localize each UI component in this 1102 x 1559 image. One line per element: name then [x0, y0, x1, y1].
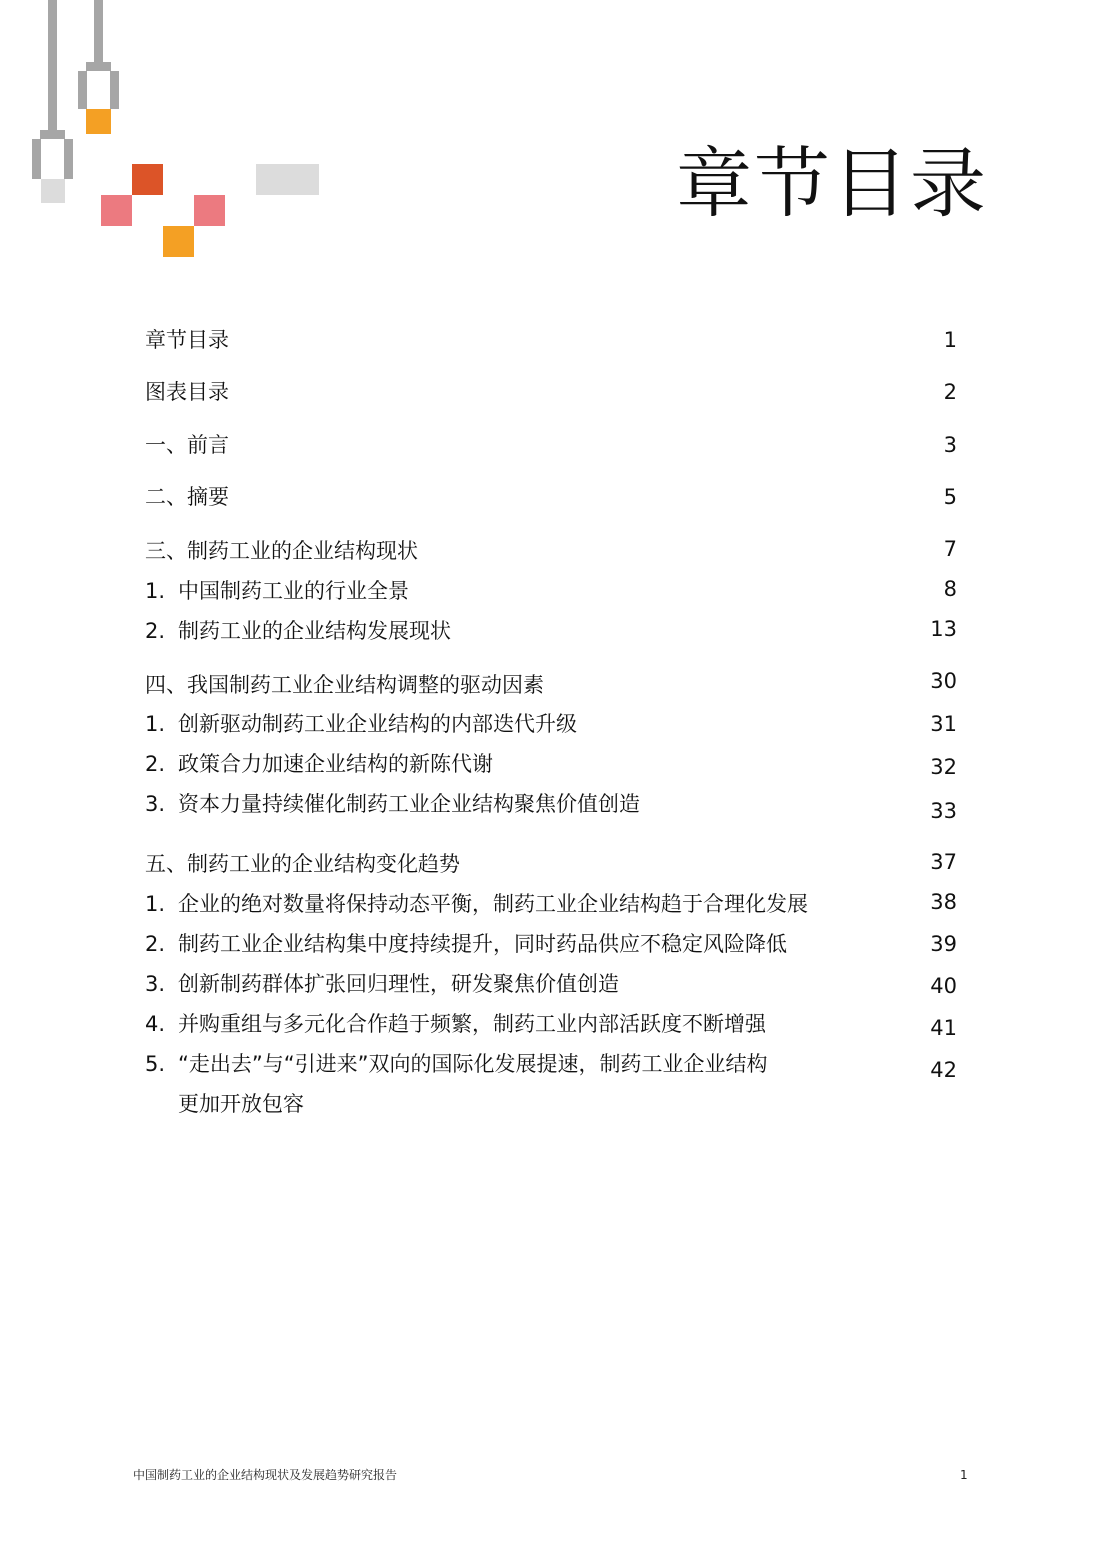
toc-entry-label: 2. 政策合力加速企业结构的新陈代谢 — [145, 748, 493, 780]
decorative-orange-square — [86, 109, 111, 134]
toc-entry[interactable] — [145, 1048, 957, 1080]
toc-entry-page: 2 — [943, 380, 957, 404]
toc-entry[interactable] — [145, 324, 957, 356]
decorative-gray-bar — [110, 71, 119, 109]
toc-entry-number: 3. — [145, 792, 166, 816]
toc-entry[interactable] — [145, 376, 957, 408]
page-title: 章节目录 — [676, 139, 988, 228]
toc-entry[interactable] — [145, 708, 957, 740]
toc-entry[interactable] — [145, 848, 957, 880]
toc-entry-number: 4. — [145, 1012, 166, 1036]
footer-page-number: 1 — [960, 1468, 968, 1482]
toc-entry-label: 3. 资本力量持续催化制药工业企业结构聚焦价值创造 — [145, 788, 640, 820]
toc-entry-number: 2. — [145, 932, 166, 956]
toc-entry-page: 8 — [943, 577, 957, 601]
toc-entry-page: 40 — [930, 974, 957, 998]
toc-entry-label: 1. 创新驱动制药工业企业结构的内部迭代升级 — [145, 708, 577, 740]
toc-entry[interactable] — [145, 928, 957, 960]
toc-entry-label: 5. “走出去”与“引进来”双向的国际化发展提速，制药工业企业结构 — [145, 1048, 768, 1080]
toc-entry-page: 38 — [930, 890, 957, 914]
decorative-gray-bar — [86, 62, 111, 71]
toc-entry-number: 1. — [145, 712, 166, 736]
toc-entry-page: 42 — [930, 1058, 957, 1082]
toc-entry-number: 3. — [145, 972, 166, 996]
toc-entry-label: 1. 企业的绝对数量将保持动态平衡，制药工业企业结构趋于合理化发展 — [145, 888, 808, 920]
toc-entry-label: 四、我国制药工业企业结构调整的驱动因素 — [145, 673, 544, 697]
toc-entry-number: 1. — [145, 892, 166, 916]
toc-entry-label: 图表目录 — [145, 380, 229, 404]
toc-entry-label: 二、摘要 — [145, 485, 229, 509]
toc-entry-label: 一、前言 — [145, 433, 229, 457]
toc-entry-page: 32 — [930, 755, 957, 779]
toc-entry-page: 39 — [930, 932, 957, 956]
toc-entry-number: 5. — [145, 1052, 166, 1076]
toc-entry-page: 1 — [943, 328, 957, 352]
toc-entry-label: 章节目录 — [145, 328, 229, 352]
toc-entry[interactable] — [145, 748, 957, 780]
decorative-gray-bar — [64, 139, 73, 179]
toc-entry-label: 五、制药工业的企业结构变化趋势 — [145, 852, 460, 876]
decorative-gray-bar — [32, 139, 41, 179]
decorative-pink-square — [101, 195, 132, 226]
decorative-light-square — [41, 179, 65, 203]
toc-entry-label: 4. 并购重组与多元化合作趋于频繁，制药工业内部活跃度不断增强 — [145, 1008, 766, 1040]
decorative-light-bar — [256, 164, 319, 195]
toc-entry-page: 30 — [930, 669, 957, 693]
toc-entry[interactable] — [145, 615, 957, 647]
toc-entry-number: 2. — [145, 752, 166, 776]
toc-entry-number: 2. — [145, 619, 166, 643]
decorative-gray-bar — [78, 71, 87, 109]
toc-entry-label: 3. 创新制药群体扩张回归理性，研发聚焦价值创造 — [145, 968, 619, 1000]
toc-entry-page: 7 — [943, 537, 957, 561]
toc-entry[interactable] — [145, 1008, 957, 1040]
decorative-gray-bar — [48, 0, 57, 130]
toc-entry-page: 33 — [930, 799, 957, 823]
decorative-red-square — [132, 164, 163, 195]
toc-entry-number: 1. — [145, 579, 166, 603]
decorative-gray-bar — [94, 0, 103, 62]
toc-entry-continuation: 更加开放包容 — [178, 1092, 304, 1116]
toc-entry[interactable] — [145, 968, 957, 1000]
toc-entry-label: 1. 中国制药工业的行业全景 — [145, 575, 409, 607]
decorative-pink-square — [194, 195, 225, 226]
decorative-gray-bar — [40, 130, 65, 139]
toc-entry[interactable] — [145, 669, 957, 701]
toc-entry-page: 5 — [943, 485, 957, 509]
toc-entry-page: 37 — [930, 850, 957, 874]
toc-entry[interactable] — [145, 788, 957, 823]
toc-entry[interactable] — [145, 535, 957, 567]
toc-entry-page: 31 — [930, 712, 957, 736]
toc-entry[interactable] — [145, 429, 957, 461]
toc-entry[interactable] — [145, 575, 957, 607]
decorative-orange-square — [163, 226, 194, 257]
footer-report-title: 中国制药工业的企业结构现状及发展趋势研究报告 — [133, 1468, 398, 1482]
toc-entry-page: 3 — [943, 433, 957, 457]
toc-entry[interactable] — [145, 888, 957, 920]
toc-entry-label: 2. 制药工业的企业结构发展现状 — [145, 615, 451, 647]
toc-entry[interactable] — [145, 481, 957, 513]
toc-entry-label: 三、制药工业的企业结构现状 — [145, 539, 418, 563]
toc-entry-label: 2. 制药工业企业结构集中度持续提升，同时药品供应不稳定风险降低 — [145, 928, 787, 960]
toc-entry-page: 13 — [930, 617, 957, 641]
toc-entry-page: 41 — [930, 1016, 957, 1040]
